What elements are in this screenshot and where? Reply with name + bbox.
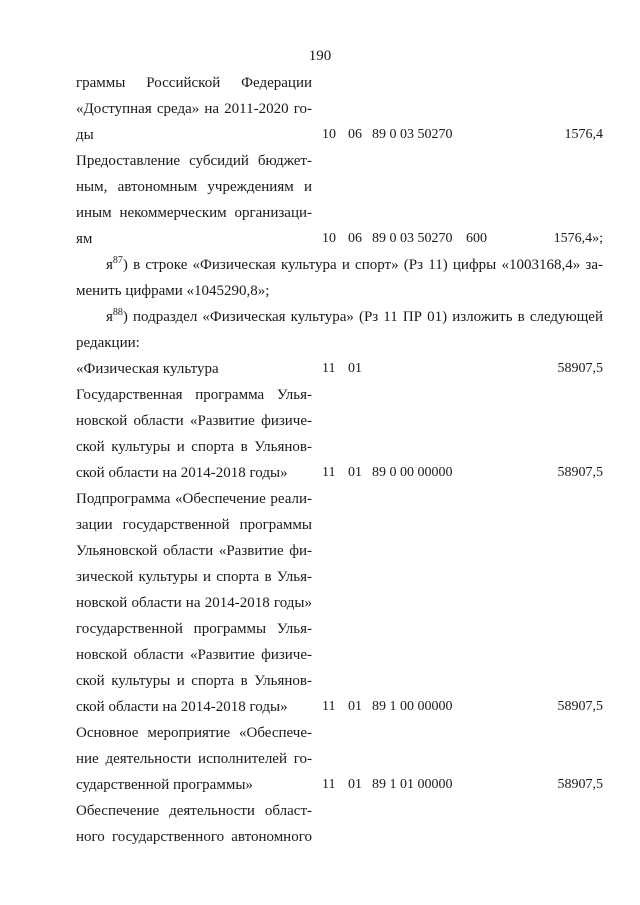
instruction-paragraph	[76, 252, 603, 304]
row-name	[76, 70, 312, 148]
code-vr: 600	[466, 231, 487, 246]
name-line: зической культуры и спорта в Улья-	[76, 569, 312, 585]
name-line: Обеспечение деятельности област-	[76, 803, 312, 819]
code-rz: 11	[322, 777, 336, 792]
name-line: ской области на 2014-2018 годы»	[76, 465, 288, 481]
name-line: государственной программы Улья-	[76, 621, 312, 637]
code-csr: 89 1 01 00000	[372, 777, 453, 792]
row-name	[76, 148, 312, 252]
code-pr: 01	[348, 361, 362, 376]
name-line: Основное мероприятие «Обеспече-	[76, 725, 312, 741]
code-rz: 10	[322, 231, 336, 246]
name-line: зации государственной программы	[76, 517, 312, 533]
name-line: ние деятельности исполнителей го-	[76, 751, 312, 767]
row-name	[76, 486, 312, 720]
code-csr: 89 0 00 00000	[372, 465, 453, 480]
name-line: «Физическая культура	[76, 361, 219, 377]
code-rz: 11	[322, 699, 336, 714]
code-sum: 1576,4	[564, 127, 603, 142]
name-line: иным некоммерческим организаци-	[76, 205, 312, 221]
name-line: сударственной программы»	[76, 777, 253, 793]
name-line: Государственная программа Улья-	[76, 387, 312, 403]
item-letter: я	[106, 309, 113, 325]
code-sum: 58907,5	[557, 465, 603, 480]
paragraph-line	[76, 304, 603, 330]
row-name	[76, 356, 312, 382]
instruction-paragraph	[76, 304, 603, 356]
name-line: ской культуры и спорта в Ульянов-	[76, 439, 312, 455]
row-name	[76, 720, 312, 798]
code-csr: 89 0 03 50270	[372, 127, 453, 142]
name-line: новской области «Развитие физиче-	[76, 413, 312, 429]
item-number: 87	[112, 255, 123, 266]
row-name	[76, 382, 312, 486]
name-line: ного государственного автономного	[76, 829, 312, 845]
paragraph-line: редакции:	[76, 335, 140, 351]
code-rz: 11	[322, 465, 336, 480]
code-pr: 06	[348, 231, 362, 246]
code-csr: 89 1 00 00000	[372, 699, 453, 714]
code-pr: 01	[348, 465, 362, 480]
code-sum: 58907,5	[557, 699, 603, 714]
name-line: Ульяновской области «Развитие фи-	[76, 543, 312, 559]
name-line: ным, автономным учреждениям и	[76, 179, 312, 195]
name-line: ям	[76, 231, 93, 247]
name-line: ской культуры и спорта в Ульянов-	[76, 673, 312, 689]
code-pr: 06	[348, 127, 362, 142]
code-rz: 11	[322, 361, 336, 376]
code-rz: 10	[322, 127, 336, 142]
name-line: ды	[76, 127, 94, 143]
paragraph-text: ) подраздел «Физическая культура» (Рз 11 ПР 01) изложить в следующей	[122, 309, 603, 325]
code-sum: 58907,5	[557, 777, 603, 792]
code-csr: 89 0 03 50270	[372, 231, 453, 246]
code-pr: 01	[348, 777, 362, 792]
paragraph-line: менить цифрами «1045290,8»;	[76, 283, 270, 299]
paragraph-text: ) в строке «Физическая культура и спорт» (Рз 11) цифры «1003168,4» за-	[122, 257, 603, 273]
name-line: Предоставление субсидий бюджет-	[76, 153, 312, 169]
name-line: «Доступная среда» на 2011-2020 го-	[76, 101, 312, 117]
page-number: 190	[308, 48, 332, 64]
code-sum: 1576,4»;	[553, 231, 603, 246]
name-line: новской области «Развитие физиче-	[76, 647, 312, 663]
name-line: Подпрограмма «Обеспечение реали-	[76, 491, 312, 507]
item-letter: я	[106, 257, 113, 273]
name-line: ской области на 2014-2018 годы»	[76, 699, 288, 715]
name-line: новской области на 2014-2018 годы»	[76, 595, 312, 611]
item-number: 88	[112, 307, 123, 318]
paragraph-line	[76, 252, 603, 278]
name-line: граммы Российской Федерации	[76, 75, 312, 91]
code-sum: 58907,5	[557, 361, 603, 376]
row-name	[76, 798, 312, 850]
code-pr: 01	[348, 699, 362, 714]
